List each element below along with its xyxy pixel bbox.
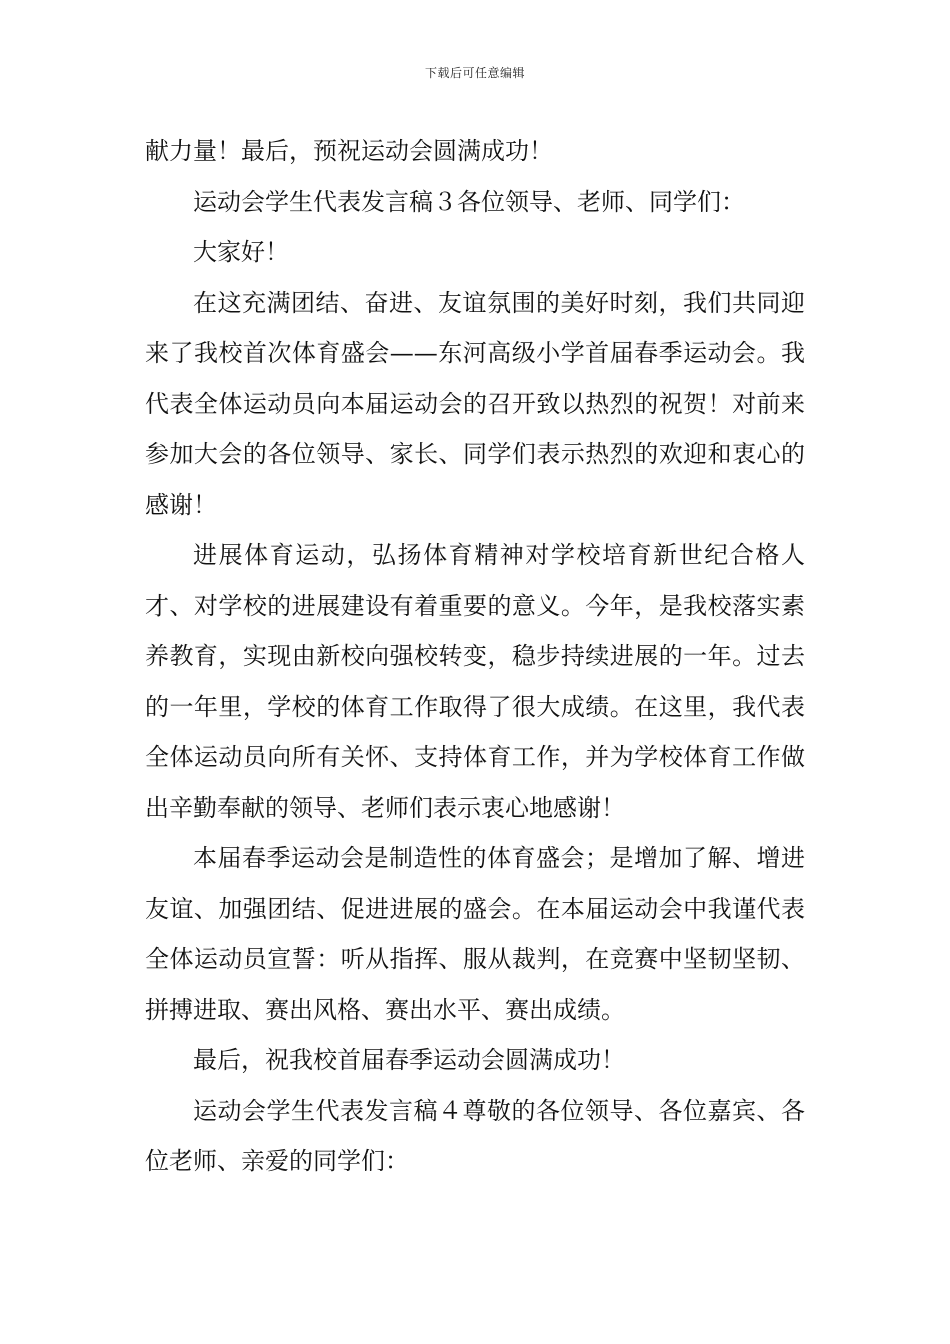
page-header: 下载后可任意编辑 [424, 66, 525, 80]
paragraph-1: 献力量！最后，预祝运动会圆满成功！ [145, 137, 553, 165]
document-body [145, 126, 805, 1187]
paragraph-8: 运动会学生代表发言稿４尊敬的各位领导、各位嘉宾、各位老师、亲爱的同学们： [145, 1096, 805, 1175]
paragraph-6: 本届春季运动会是制造性的体育盛会；是增加了解、增进友谊、加强团结、促进进展的盛会。在本届运动会中我谨代表全体运动员宣誓：听从指挥、服从裁判，在竞赛中坚韧坚韧、拼搏进取、赛出风格、赛出水平、赛出成绩。 [145, 844, 805, 1024]
paragraph-4: 在这充满团结、奋进、友谊氛围的美好时刻，我们共同迎来了我校首次体育盛会——东河高级小学首届春季运动会。我代表全体运动员向本届运动会的召开致以热烈的祝贺！对前来参加大会的各位领导、家长、同学们表示热烈的欢迎和衷心的感谢！ [145, 288, 805, 519]
paragraph-7: 最后，祝我校首届春季运动会圆满成功！ [193, 1046, 625, 1074]
paragraph-2: 运动会学生代表发言稿３各位领导、老师、同学们： [193, 187, 745, 216]
paragraph-5: 进展体育运动，弘扬体育精神对学校培育新世纪合格人才、对学校的进展建设有着重要的意义。今年，是我校落实素养教育，实现由新校向强校转变，稳步持续进展的一年。过去的一年里，学校的体育工作取得了很大成绩。在这里，我代表全体运动员向所有关怀、支持体育工作，并为学校体育工作做出辛勤奉献的领导、老师们表示衷心地感谢！ [145, 541, 805, 822]
paragraph-3: 大家好！ [193, 238, 289, 266]
